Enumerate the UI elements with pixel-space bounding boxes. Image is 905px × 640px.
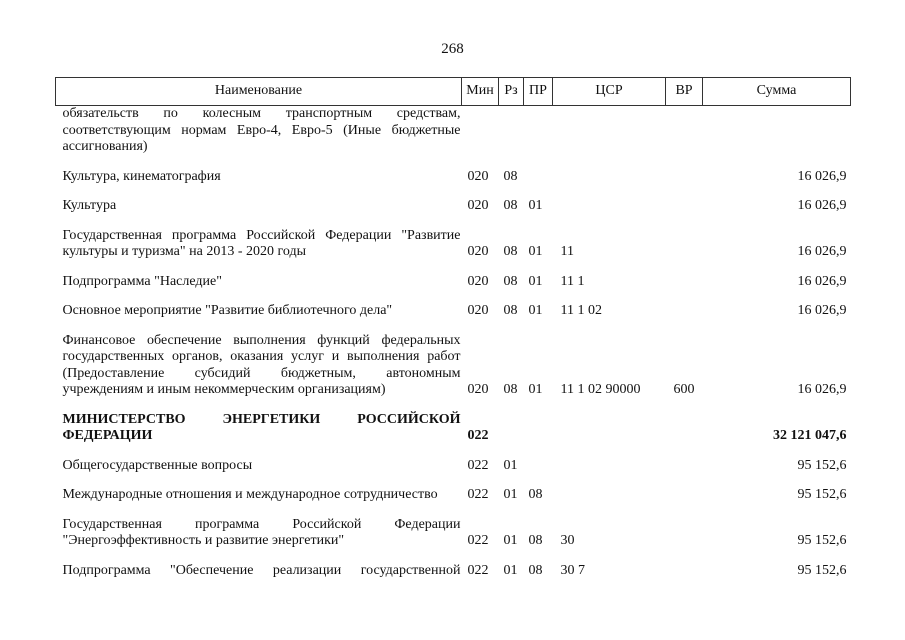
row-spacer-cell [56,445,851,458]
table-row [56,458,851,475]
row-spacer [56,215,851,228]
row-spacer [56,399,851,412]
cell-rz: 08 [503,168,518,184]
cell-rz: 08 [503,382,518,397]
header-row [56,78,851,106]
row-spacer-cell [56,550,851,563]
cell-pr [524,106,553,156]
row-spacer [56,185,851,198]
cell-name: МИНИСТЕРСТВО ЭНЕРГЕТИКИ РОССИЙСКОЙ ФЕДЕРАЦИИ [62,411,461,443]
cell-name: Основное мероприятие "Развитие библиотечного дела" [62,303,393,318]
table-row [56,517,851,550]
table-row [56,487,851,504]
cell-sum: 95 152,6 [797,487,847,502]
row-spacer-cell [56,215,851,228]
cell-csr [553,412,666,445]
table-body [56,106,851,580]
cell-vr [666,198,703,215]
row-spacer [56,156,851,169]
row-spacer [56,290,851,303]
table-row [56,563,851,580]
cell-sum: 16 026,9 [797,303,847,318]
cell-vr [666,274,703,291]
cell-vr [666,517,703,550]
cell-min: 020 [467,198,489,213]
cell-rz: 08 [503,273,518,289]
cell-rz: 01 [503,457,518,473]
cell-vr [666,228,703,261]
cell-name: Культура [62,198,117,213]
cell-pr: 01 [528,198,543,213]
header-name: Наименование [56,78,462,106]
cell-vr [666,303,703,320]
cell-pr: 08 [528,487,543,502]
header-rz: Рз [499,78,524,106]
cell-min: 020 [467,244,489,259]
table-row [56,198,851,215]
header-vr: ВР [666,78,703,106]
cell-vr [666,458,703,475]
cell-rz: 08 [503,244,518,259]
cell-sum: 16 026,9 [797,382,847,397]
cell-name: Финансовое обеспечение выполнения функций федеральных государственных органов, оказания услуг и выполнения работ (Предоставление субсидий бюджетным, автономным учреждениям и иным некоммерческим организациям) [62,332,461,397]
table-row [56,228,851,261]
cell-name: Подпрограмма "Наследие" [62,273,222,289]
cell-name: Международные отношения и международное сотрудничество [62,487,438,502]
cell-pr [524,169,553,186]
cell-name: Государственная программа Российской Федерации "Развитие культуры и туризма" на 2013 - 2020 годы [62,227,461,259]
cell-min: 020 [467,168,489,184]
cell-min: 022 [467,487,489,502]
cell-rz: 01 [503,487,518,502]
cell-min [462,106,499,156]
cell-csr [553,198,666,215]
cell-csr: 11 [560,244,574,259]
row-spacer [56,550,851,563]
cell-rz [499,106,524,156]
cell-sum: 95 152,6 [797,457,847,473]
cell-sum: 16 026,9 [797,244,847,259]
cell-csr: 11 1 [560,273,585,289]
cell-sum [703,106,851,156]
cell-name: Культура, кинематография [62,168,221,184]
row-spacer-cell [56,474,851,487]
cell-min: 020 [467,382,489,397]
cell-pr: 08 [528,533,543,548]
cell-vr [666,106,703,156]
cell-pr: 01 [528,382,543,397]
cell-pr: 01 [528,273,543,289]
cell-pr: 01 [528,303,543,318]
row-spacer [56,320,851,333]
table-row [56,106,851,156]
header-pr: ПР [524,78,553,106]
cell-csr: 30 [560,533,575,548]
cell-sum: 95 152,6 [797,533,847,548]
cell-vr [666,412,703,445]
table-row [56,303,851,320]
row-spacer [56,504,851,517]
page-number: 268 [441,41,464,57]
row-spacer [56,261,851,274]
cell-name: Государственная программа Российской Федерации "Энергоэффективность и развитие энергетики" [62,516,461,548]
row-spacer-cell [56,185,851,198]
row-spacer [56,445,851,458]
cell-min: 022 [467,562,489,578]
cell-min: 020 [467,303,489,318]
cell-name: Подпрограмма "Обеспечение реализации государственной [62,562,461,578]
row-spacer-cell [56,399,851,412]
header-min: Мин [462,78,499,106]
row-spacer-cell [56,290,851,303]
table-header [56,78,851,106]
cell-pr [524,458,553,475]
cell-csr [553,106,666,156]
cell-csr: 11 1 02 [560,303,602,318]
cell-min: 022 [467,457,489,473]
cell-min: 022 [467,533,489,548]
cell-sum: 95 152,6 [797,562,847,578]
cell-vr [666,487,703,504]
cell-sum: 32 121 047,6 [773,428,847,443]
cell-rz: 08 [503,198,518,213]
cell-csr: 11 1 02 90000 [560,382,641,397]
cell-rz [499,412,524,445]
cell-csr [553,169,666,186]
cell-pr: 08 [528,562,543,578]
cell-rz: 01 [503,562,518,578]
header-csr: ЦСР [553,78,666,106]
cell-vr: 600 [673,382,695,397]
cell-csr [553,458,666,475]
cell-name: Общегосударственные вопросы [62,457,253,473]
table-row [56,333,851,399]
cell-pr: 01 [528,244,543,259]
row-spacer-cell [56,504,851,517]
header-sum: Сумма [703,78,851,106]
cell-min: 020 [467,273,489,289]
budget-table [55,77,851,579]
cell-vr [666,563,703,580]
cell-sum: 16 026,9 [797,168,847,184]
cell-rz: 08 [503,303,518,318]
row-spacer-cell [56,320,851,333]
table-row [56,412,851,445]
cell-min: 022 [467,428,489,443]
row-spacer-cell [56,261,851,274]
cell-rz: 01 [503,533,518,548]
cell-pr [524,412,553,445]
cell-csr: 30 7 [560,562,585,578]
row-spacer [56,474,851,487]
cell-vr [666,169,703,186]
cell-name: обязательств по колесным транспортным средствам, соответствующим нормам Евро-4, Евро-5 (Иные бюджетные ассигнования) [62,106,461,154]
table-row [56,274,851,291]
table-row [56,169,851,186]
cell-sum: 16 026,9 [797,273,847,289]
cell-sum: 16 026,9 [797,198,847,213]
row-spacer-cell [56,156,851,169]
cell-csr [553,487,666,504]
